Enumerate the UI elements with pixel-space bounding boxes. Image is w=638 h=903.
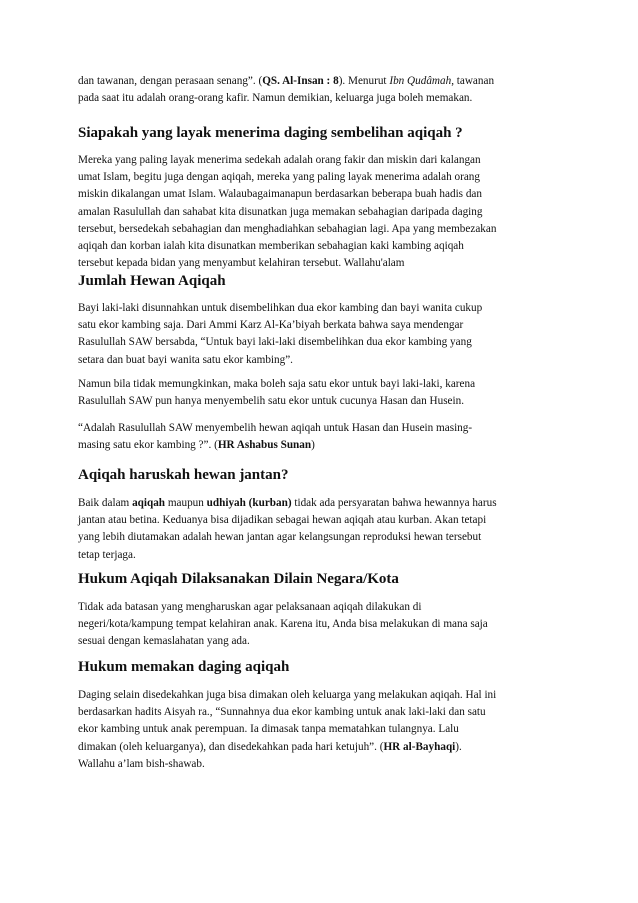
paragraph-line [78, 739, 564, 756]
section-other-country [78, 570, 564, 588]
paragraph-line: Bayi laki-laki disunnahkan untuk disembelihkan dua ekor kambing dan bayi wanita cukup [78, 302, 483, 314]
paragraph-line: Daging selain disedekahkan juga bisa dimakan oleh keluarga yang melakukan aqiqah. Hal ini [78, 689, 497, 701]
paragraph-line: yang lebih diutamakan adalah hewan jantan agar kelangsungan reproduksi hewan tersebut [78, 531, 482, 544]
section-number-of-animals [78, 272, 564, 290]
paragraph-text: ). [455, 740, 462, 753]
paragraph-line: Mereka yang paling layak menerima sedekah adalah orang fakir dan miskin dari kalangan [78, 154, 481, 166]
section-eating-meat [78, 658, 564, 676]
paragraph-line: umat Islam, begitu juga dengan aqiqah, mereka yang paling layak menerima adalah orang [78, 171, 480, 184]
paragraph-line: sesuai dengan kemaslahatan yang ada. [78, 635, 250, 648]
paragraph-line: Rasulullah SAW pun hanya menyembelih satu ekor untuk cucunya Hasan dan Husein. [78, 395, 465, 408]
hadith-reference: HR al-Bayhaqi [383, 740, 456, 753]
quote-text: ) [311, 439, 315, 452]
paragraph-line: Tidak ada batasan yang mengharuskan agar pelaksanaan aqiqah dilakukan di [78, 601, 422, 613]
section-eligible-recipients [78, 124, 564, 142]
section2-paragraph-2 [78, 376, 564, 410]
paragraph-line: tersebut kepada bidan yang menyambut kelahiran tersebut. Wallahu'alam [78, 257, 405, 270]
term-udhiyah: udhiyah (kurban) [206, 497, 292, 509]
intro-text: , tawanan [451, 75, 495, 87]
paragraph-line [78, 437, 564, 454]
section2-paragraph-1 [78, 300, 564, 369]
section-heading: Aqiqah haruskah hewan jantan? [78, 467, 289, 483]
paragraph-line: satu ekor kambing saja. Dari Ammi Karz Al-Ka’biyah berkata bahwa saya mendengar [78, 319, 464, 332]
quran-reference: QS. Al-Insan : 8 [262, 75, 339, 87]
intro-text: ). Menurut [338, 75, 390, 87]
term-aqiqah: aqiqah [132, 497, 166, 509]
paragraph-line: Namun bila tidak memungkinkan, maka boleh saja satu ekor untuk bayi laki-laki, karena [78, 378, 476, 390]
paragraph-line: “Adalah Rasulullah SAW menyembelih hewan aqiqah untuk Hasan dan Husein masing- [78, 422, 473, 434]
paragraph-line: jantan atau betina. Keduanya bisa dijadikan sebagai hewan aqiqah atau kurban. Akan tetapi [78, 514, 487, 527]
paragraph-text: dimakan (oleh keluarganya), dan disedekahkan pada hari ketujuh”. ( [78, 740, 384, 753]
intro-paragraph [78, 73, 564, 107]
paragraph-line: negeri/kota/kampung tempat kelahiran anak. Karena itu, Anda bisa melakukan di mana saja [78, 618, 488, 631]
quote-text: masing satu ekor kambing ?”. ( [78, 439, 218, 452]
section2-hadith-quote [78, 420, 564, 454]
paragraph-line: amalan Rasulullah dan sahabat kita disunatkan juga memakan sebahagian daripada daging [78, 205, 483, 218]
paragraph-line [78, 495, 564, 512]
section5-paragraph [78, 687, 564, 773]
paragraph-line: berdasarkan hadits Aisyah ra., “Sunnahnya dua ekor kambing untuk anak laki-laki dan satu [78, 706, 486, 719]
paragraph-line: ekor kambing untuk anak perempuan. Ia dimasak tanpa mematahkan tulangnya. Lalu [78, 723, 459, 736]
paragraph-line: tersebut, bersedekah sebahagian dan menghadiahkan sebahagian lagi. Apa yang membezakan [78, 222, 497, 235]
paragraph-line: Rasulullah SAW bersabda, “Untuk bayi laki-laki disembelihkan dua ekor kambing yang [78, 336, 472, 349]
closing-line: Wallahu a’lam bish-shawab. [78, 757, 205, 770]
section-male-animal [78, 466, 564, 484]
intro-line-2: pada saat itu adalah orang-orang kafir. Namun demikian, keluarga juga boleh memakan. [78, 92, 473, 105]
hadith-reference: HR Ashabus Sunan [217, 439, 312, 452]
section-heading: Jumlah Hewan Aqiqah [78, 273, 226, 289]
paragraph-line: miskin dikalangan umat Islam. Walaubagaimanapun berdasarkan beberapa buah hadis dan [78, 188, 482, 201]
intro-line-1 [78, 73, 564, 90]
section4-paragraph [78, 599, 564, 651]
section-heading: Hukum Aqiqah Dilaksanakan Dilain Negara/Kota [78, 571, 399, 587]
paragraph-text: Baik dalam [78, 497, 133, 509]
paragraph-line: tetap terjaga. [78, 548, 136, 561]
section1-paragraph [78, 152, 564, 272]
paragraph-text: tidak ada persyaratan bahwa hewannya harus [291, 497, 497, 509]
paragraph-line: aqiqah dan korban ialah kita disunatkan memberikan sebahagian kaki kambing aqiqah [78, 240, 464, 253]
author-name: Ibn Qudâmah [389, 75, 452, 87]
section-heading: Hukum memakan daging aqiqah [78, 659, 290, 675]
paragraph-line: setara dan buat bayi wanita satu ekor kambing”. [78, 353, 293, 366]
section-heading: Siapakah yang layak menerima daging sembelihan aqiqah ? [78, 125, 463, 141]
section3-paragraph [78, 495, 564, 564]
paragraph-text: maupun [165, 497, 207, 509]
intro-text: dan tawanan, dengan perasaan senang”. ( [78, 75, 263, 87]
